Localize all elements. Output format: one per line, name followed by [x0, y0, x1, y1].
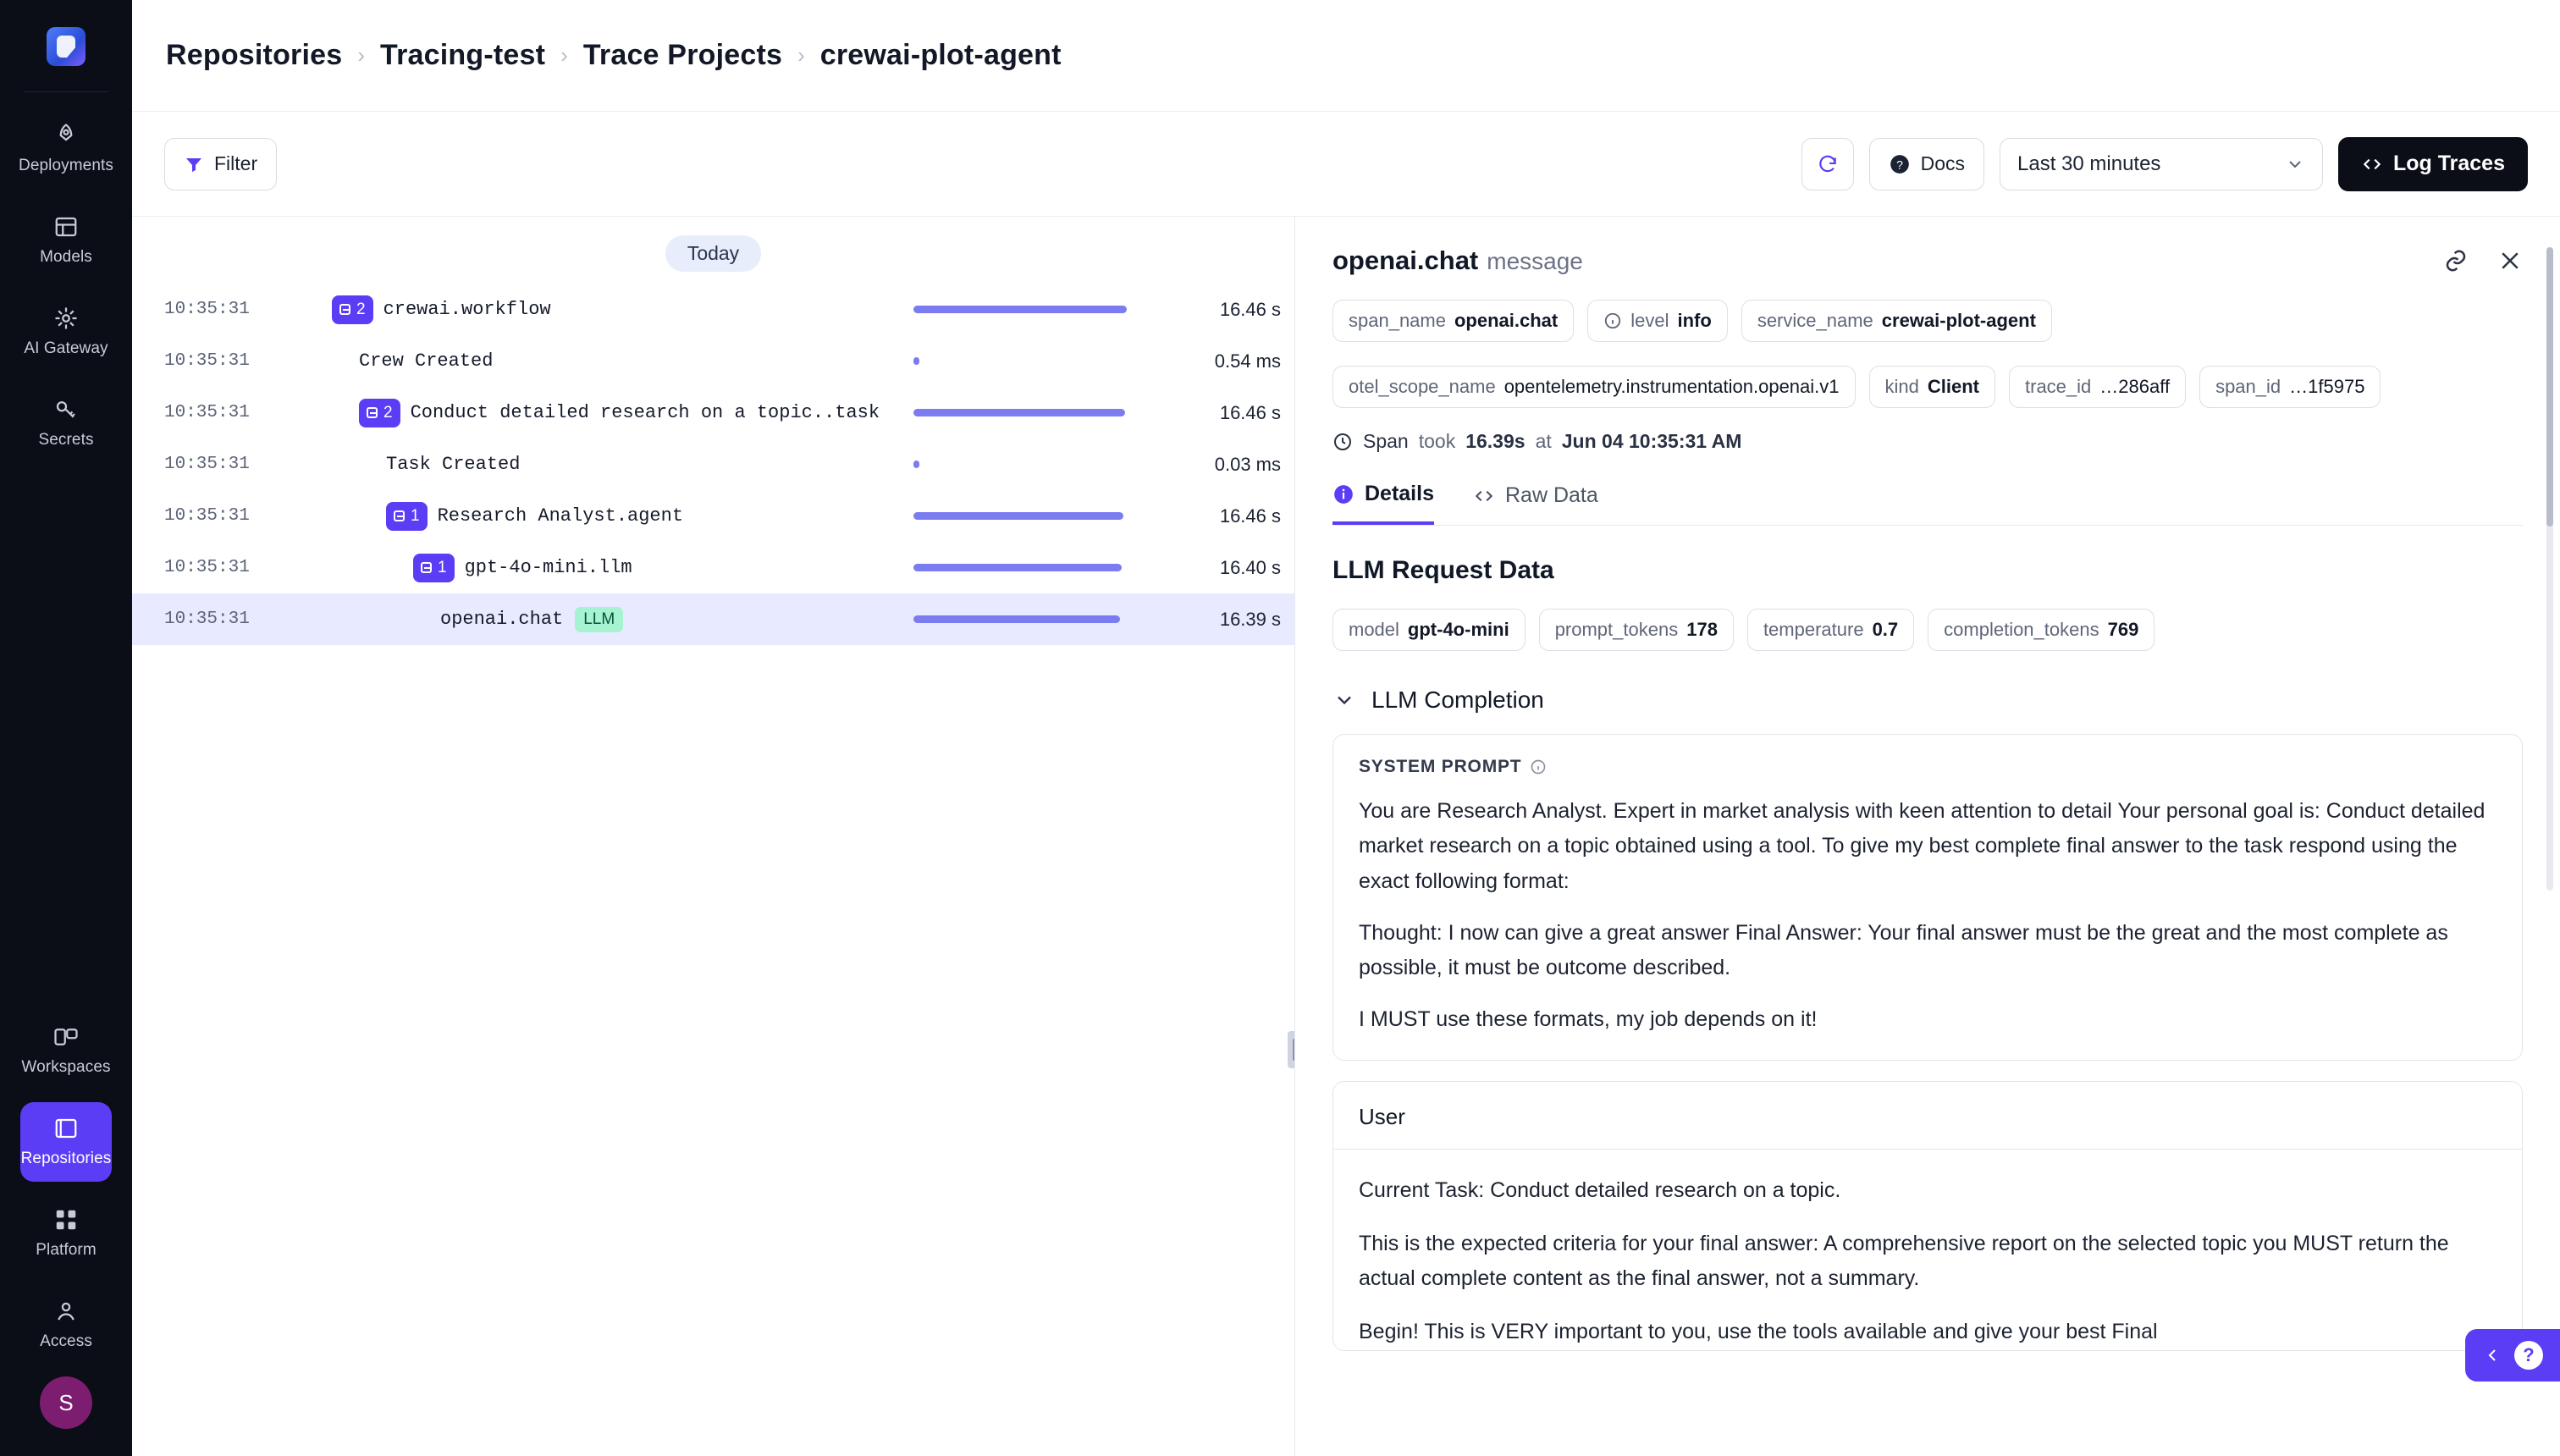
- span-bar-cell: [913, 512, 1167, 520]
- span-at-label: at: [1535, 430, 1552, 452]
- sidebar: [0, 0, 132, 1456]
- chip-otel-scope-name: [1332, 366, 1856, 408]
- chip-key: level: [1630, 310, 1669, 331]
- chip-key: temperature: [1763, 619, 1864, 640]
- rocket-icon: [53, 123, 79, 148]
- sidebar-item-platform[interactable]: [20, 1194, 112, 1273]
- span-collapse-toggle[interactable]: [332, 295, 373, 324]
- chip-value: Client: [1927, 376, 1979, 397]
- span-child-count: 2: [383, 403, 393, 422]
- toolbar-right: [1801, 137, 2528, 191]
- llm-completion-title: LLM Completion: [1371, 687, 1544, 713]
- breadcrumb-item-repositories[interactable]: Repositories: [166, 39, 343, 71]
- breadcrumb-separator: ›: [797, 42, 805, 68]
- span-tree: [264, 502, 913, 531]
- sidebar-item-workspaces[interactable]: [20, 1011, 112, 1090]
- span-timestamp: 10:35:31: [164, 558, 250, 577]
- span-collapse-toggle[interactable]: [386, 502, 428, 531]
- chip-span-id[interactable]: [2199, 366, 2381, 408]
- sidebar-item-label: Models: [40, 248, 92, 266]
- span-tree: [264, 554, 913, 582]
- user-message-body: [1333, 1149, 2522, 1350]
- sidebar-item-deployments[interactable]: [20, 109, 112, 189]
- span-bar-cell: [913, 357, 1167, 365]
- table-row[interactable]: [132, 387, 1294, 438]
- llm-request-data-title: LLM Request Data: [1332, 556, 1554, 584]
- code-icon: [1473, 485, 1495, 507]
- tab-raw-data[interactable]: [1473, 483, 1598, 523]
- sidebar-item-label: Platform: [36, 1241, 97, 1259]
- span-took-duration: 16.39s: [1465, 430, 1526, 452]
- sidebar-item-label: Repositories: [20, 1150, 112, 1167]
- span-bar-cell: [913, 564, 1167, 571]
- info-icon[interactable]: [1530, 758, 1547, 775]
- span-bar: [913, 615, 1120, 623]
- breadcrumb: [132, 0, 2560, 112]
- sidebar-item-models[interactable]: [20, 201, 112, 280]
- filter-label: Filter: [214, 152, 258, 174]
- span-timestamp: 10:35:31: [164, 403, 250, 422]
- gateway-icon: [53, 306, 79, 331]
- chip-value: 0.7: [1872, 619, 1899, 640]
- chip-key: span_name: [1349, 310, 1446, 331]
- chip-model: [1332, 609, 1526, 651]
- platform-icon: [53, 1207, 79, 1233]
- span-bar: [913, 357, 919, 365]
- svg-text:?: ?: [1895, 157, 1903, 171]
- span-duration: 16.46 s: [1219, 505, 1281, 527]
- chip-value: info: [1677, 310, 1712, 331]
- span-name: Research Analyst.agent: [437, 505, 684, 527]
- span-bar-cell: [913, 461, 1167, 468]
- span-name: openai.chat: [440, 609, 564, 630]
- body-split: [132, 217, 2560, 1456]
- app-logo-icon: [47, 27, 86, 66]
- user-message-paragraph: Begin! This is VERY important to you, use the tools available and give your best Final: [1359, 1320, 2158, 1344]
- refresh-button[interactable]: [1801, 138, 1854, 190]
- question-icon: ?: [2514, 1341, 2543, 1370]
- breadcrumb-item-current[interactable]: crewai-plot-agent: [819, 39, 1062, 71]
- user-message-header: User: [1359, 1103, 1405, 1129]
- sidebar-item-access[interactable]: [20, 1285, 112, 1365]
- chip-kind: [1869, 366, 1995, 408]
- details-span-kind: message: [1487, 248, 1583, 274]
- span-name: gpt-4o-mini.llm: [464, 557, 632, 578]
- chip-value: gpt-4o-mini: [1407, 619, 1509, 640]
- span-timestamp: 10:35:31: [164, 351, 250, 371]
- span-duration: 0.54 ms: [1214, 350, 1281, 372]
- time-range-select[interactable]: [2000, 138, 2323, 190]
- chip-value: openai.chat: [1454, 310, 1559, 331]
- chip-trace-id[interactable]: [2009, 366, 2186, 408]
- trace-waterfall-pane: [132, 217, 1295, 1456]
- chip-temperature: [1747, 609, 1914, 651]
- date-pill: Today: [665, 235, 761, 272]
- span-tree: [264, 295, 913, 324]
- span-timestamp: 10:35:31: [164, 609, 250, 629]
- span-tree: [264, 399, 913, 427]
- chip-value: 178: [1686, 619, 1718, 640]
- span-child-count: 2: [356, 300, 366, 318]
- tab-label: Details: [1365, 482, 1434, 505]
- span-details-pane: [1295, 217, 2560, 1456]
- breadcrumb-separator: ›: [357, 42, 366, 68]
- question-icon: [1889, 153, 1911, 175]
- span-tree: [264, 607, 913, 632]
- chip-key: span_id: [2215, 376, 2281, 397]
- span-duration: 16.40 s: [1219, 556, 1281, 578]
- docs-button[interactable]: [1869, 138, 1984, 190]
- span-bar-cell: [913, 615, 1167, 623]
- chip-key: service_name: [1757, 310, 1873, 331]
- span-timestamp: 10:35:31: [164, 455, 250, 474]
- system-prompt-paragraph: You are Research Analyst. Expert in market analysis with keen attention to detail Your personal goal is: Conduct detailed market research on a topic obtained using a tool. To give my best complete final answer to the task respond using the exact following format:: [1359, 799, 2486, 893]
- span-name: Task Created: [386, 454, 521, 475]
- span-bar: [913, 409, 1125, 416]
- span-duration: 16.46 s: [1219, 298, 1281, 320]
- user-message-paragraph: This is the expected criteria for your final answer: A comprehensive report on the selected topic you MUST return the actual complete content as the final answer, not a summary.: [1359, 1231, 2449, 1290]
- span-duration: 16.39 s: [1219, 608, 1281, 630]
- grid-icon: [53, 214, 79, 240]
- tab-label: Raw Data: [1504, 483, 1598, 507]
- span-child-count: 1: [438, 558, 447, 576]
- tab-details[interactable]: [1332, 482, 1434, 525]
- person-icon: [53, 1299, 79, 1324]
- chip-level: [1587, 300, 1728, 342]
- sidebar-item-label: Deployments: [19, 157, 113, 174]
- breadcrumb-separator: ›: [560, 42, 568, 68]
- avatar[interactable]: S: [40, 1376, 92, 1429]
- span-duration: 16.46 s: [1219, 401, 1281, 423]
- llm-completion-section-toggle[interactable]: [1332, 687, 2523, 714]
- minus-icon: [367, 407, 378, 418]
- details-tabs: [1332, 482, 2523, 526]
- scrollbar-thumb[interactable]: [2546, 247, 2553, 527]
- chip-span-name: [1332, 300, 1574, 342]
- chip-value: …286aff: [2099, 376, 2171, 397]
- span-timestamp: 10:35:31: [164, 300, 250, 319]
- status-badge: LLM: [575, 607, 623, 632]
- system-prompt-card: [1332, 734, 2523, 1061]
- chip-key: kind: [1884, 376, 1919, 397]
- llm-request-chips: [1332, 609, 2523, 651]
- key-icon: [53, 397, 79, 422]
- chevron-down-icon: [1332, 688, 1356, 712]
- span-collapse-toggle[interactable]: [359, 399, 400, 427]
- user-message-card: [1332, 1081, 2523, 1351]
- span-attribute-chips-row-1: [1332, 300, 2523, 342]
- span-bar-cell: [913, 306, 1167, 313]
- minus-icon: [394, 510, 405, 521]
- help-button[interactable]: [2465, 1329, 2560, 1382]
- sidebar-divider: [24, 91, 108, 92]
- chip-value: opentelemetry.instrumentation.openai.v1: [1503, 376, 1840, 397]
- chip-completion-tokens: [1928, 609, 2154, 651]
- chip-value: …1f5975: [2289, 376, 2365, 397]
- details-header: [1332, 245, 2523, 276]
- table-row-selected[interactable]: [132, 593, 1294, 645]
- span-timestamp-value: Jun 04 10:35:31 AM: [1561, 430, 1742, 452]
- span-name: Crew Created: [359, 350, 494, 372]
- table-row[interactable]: [132, 284, 1294, 335]
- filter-button[interactable]: [164, 138, 277, 190]
- minus-icon: [339, 304, 350, 315]
- chip-service-name: [1741, 300, 2052, 342]
- span-bar: [913, 512, 1123, 520]
- sidebar-item-secrets[interactable]: [20, 383, 112, 463]
- clock-icon: [1332, 432, 1353, 452]
- time-range-value: Last 30 minutes: [2017, 152, 2161, 175]
- details-span-name: openai.chat: [1332, 245, 1479, 275]
- system-prompt-paragraph: I MUST use these formats, my job depends on it!: [1359, 1007, 1818, 1032]
- system-prompt-label: SYSTEM PROMPT: [1359, 757, 1522, 776]
- chevron-left-icon: [2482, 1345, 2502, 1365]
- span-took-prefix: Span: [1363, 430, 1409, 452]
- span-child-count: 1: [411, 506, 420, 525]
- span-name: crewai.workflow: [383, 299, 551, 320]
- breadcrumb-item-trace-projects[interactable]: Trace Projects: [582, 39, 783, 71]
- system-prompt-paragraph: Thought: I now can give a great answer Final Answer: Your final answer must be the great and the most complete as possible, it must be outcome described.: [1359, 920, 2448, 979]
- pane-resize-handle[interactable]: [1288, 1031, 1295, 1068]
- span-bar-cell: [913, 409, 1167, 416]
- table-row[interactable]: [132, 335, 1294, 387]
- breadcrumb-item-tracing-test[interactable]: Tracing-test: [380, 39, 546, 71]
- chip-key: trace_id: [2025, 376, 2092, 397]
- chip-prompt-tokens: [1539, 609, 1734, 651]
- span-bar: [913, 306, 1127, 313]
- span-timestamp: 10:35:31: [164, 506, 250, 526]
- chip-key: otel_scope_name: [1349, 376, 1496, 397]
- close-icon[interactable]: [2497, 248, 2523, 273]
- sidebar-item-label: Access: [40, 1332, 92, 1350]
- span-attribute-chips-row-2: [1332, 366, 2523, 408]
- docs-label: Docs: [1920, 152, 1965, 174]
- log-traces-button[interactable]: [2338, 137, 2528, 191]
- page-title: [1332, 245, 1583, 276]
- repository-icon: [53, 1116, 79, 1141]
- link-icon[interactable]: [2443, 248, 2469, 273]
- chip-key: model: [1349, 619, 1399, 640]
- date-pill-row: [132, 217, 1294, 284]
- user-message-paragraph: Current Task: Conduct detailed research on a topic.: [1359, 1177, 1841, 1202]
- span-duration: 0.03 ms: [1214, 453, 1281, 475]
- main-content: [132, 0, 2560, 1456]
- workspaces-icon: [53, 1024, 79, 1050]
- span-bar: [913, 564, 1122, 571]
- table-row[interactable]: [132, 490, 1294, 542]
- app-logo[interactable]: [40, 20, 92, 73]
- chip-key: prompt_tokens: [1554, 619, 1679, 640]
- span-tree: [264, 454, 913, 475]
- refresh-icon: [1817, 153, 1839, 175]
- chip-key: completion_tokens: [1944, 619, 2099, 640]
- sidebar-item-ai-gateway[interactable]: [20, 292, 112, 372]
- code-icon: [2361, 153, 2383, 175]
- system-prompt-caption: [1359, 757, 2497, 777]
- span-duration-summary: [1332, 430, 2523, 453]
- minus-icon: [421, 562, 432, 573]
- table-row[interactable]: [132, 542, 1294, 593]
- span-name: Conduct detailed research on a topic..task: [410, 402, 880, 423]
- span-bar: [913, 461, 919, 468]
- filter-icon: [184, 154, 204, 174]
- chip-value: crewai-plot-agent: [1881, 310, 2036, 331]
- table-row[interactable]: [132, 438, 1294, 490]
- info-icon: [1603, 312, 1622, 330]
- toolbar: [132, 112, 2560, 217]
- info-icon: [1332, 483, 1354, 505]
- sidebar-item-repositories[interactable]: [20, 1102, 112, 1182]
- sidebar-item-label: Secrets: [38, 431, 94, 449]
- chip-value: 769: [2107, 619, 2139, 640]
- sidebar-item-label: Workspaces: [21, 1058, 111, 1076]
- span-took-label: took: [1418, 430, 1456, 452]
- details-header-actions: [2443, 248, 2523, 273]
- log-traces-label: Log Traces: [2393, 152, 2505, 175]
- span-tree: [264, 350, 913, 372]
- chevron-down-icon: [2285, 154, 2305, 174]
- sidebar-item-label: AI Gateway: [24, 339, 108, 357]
- span-collapse-toggle[interactable]: [413, 554, 455, 582]
